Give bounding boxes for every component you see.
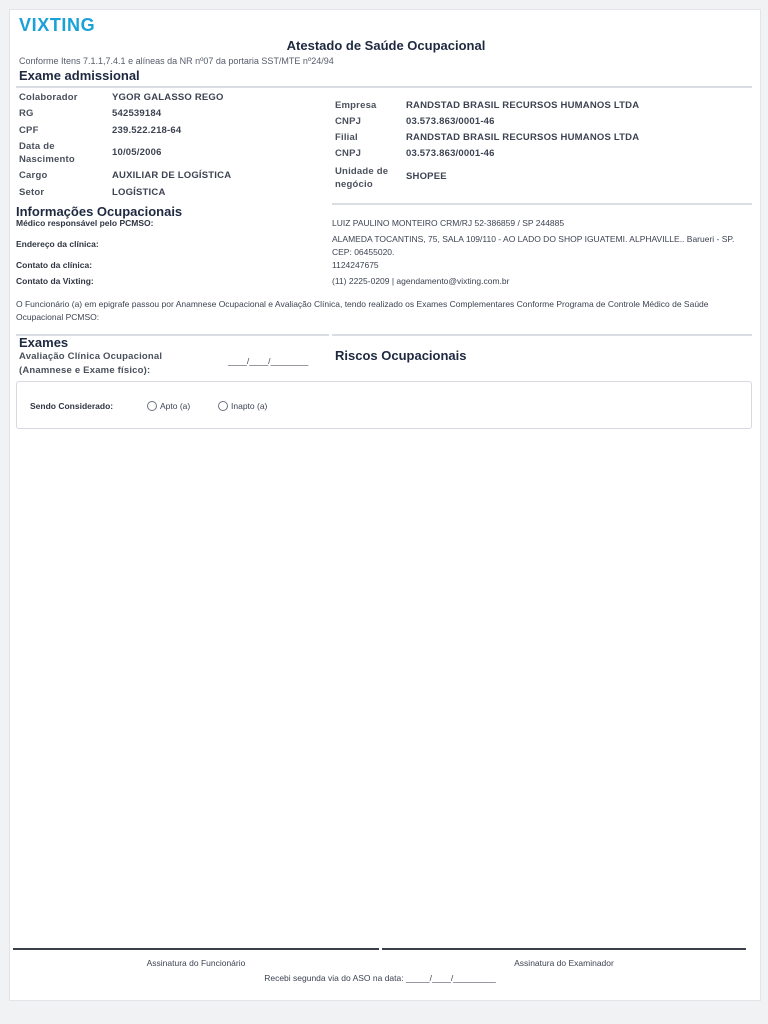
occupational-title: Informações Ocupacionais (16, 204, 183, 219)
unidade-label-line1: Unidade de (335, 166, 389, 177)
exam-type-title: Exame admissional (19, 68, 140, 83)
cnpj-label: CNPJ (335, 116, 362, 127)
document-title: Atestado de Saúde Ocupacional (286, 38, 486, 53)
filial-label: Filial (335, 132, 358, 143)
unidade-label-line2: negócio (335, 179, 373, 190)
rg-value: 542539184 (112, 108, 162, 119)
examiner-signature-label: Assinatura do Examinador (514, 958, 614, 968)
employee-signature-line (13, 948, 379, 950)
setor-label: Setor (19, 187, 45, 198)
vixting-logo: VIXTING (19, 15, 96, 35)
cpf-value: 239.522.218-64 (112, 125, 182, 136)
divider (332, 334, 752, 336)
document-subtitle: Conforme Itens 7.1.1,7.4.1 e alíneas da NR nº07 da portaria SST/MTE nº24/94 (19, 56, 334, 66)
endereco-label: Endereço da clínica: (16, 239, 99, 249)
exams-title: Exames (19, 335, 69, 350)
medico-value: LUIZ PAULINO MONTEIRO CRM/RJ 52-386859 / SP 244885 (332, 218, 565, 228)
apto-label: Apto (a) (160, 401, 191, 411)
contato-clinica-value: 1124247675 (332, 260, 379, 270)
apto-radio[interactable] (147, 401, 157, 411)
contato-vixting-value: (11) 2225-0209 | agendamento@vixting.com.br (332, 276, 510, 286)
nascimento-label-line1: Data de (19, 141, 55, 152)
setor-value: LOGÍSTICA (112, 187, 166, 198)
nascimento-value: 10/05/2006 (112, 147, 162, 158)
receipt-line: Recebi segunda via do ASO na data: _____/____/_________ (264, 973, 496, 983)
contato-clinica-label: Contato da clínica: (16, 260, 93, 270)
endereco-value: ALAMEDA TOCANTINS, 75, SALA 109/110 - AO LADO DO SHOP IGUATEMI. ALPHAVILLE.. Barueri - SP. CEP: 06455020. (332, 234, 735, 257)
inapto-label: Inapto (a) (231, 401, 268, 411)
risks-title: Riscos Ocupacionais (335, 348, 467, 363)
cnpj-value: 03.573.863/0001-46 (406, 116, 495, 127)
verdict-box (16, 381, 752, 429)
apto-option[interactable] (147, 401, 190, 411)
empresa-label: Empresa (335, 100, 377, 111)
exam-item-line2: (Anamnese e Exame físico): (19, 365, 151, 376)
cnpj2-value: 03.573.863/0001-46 (406, 148, 495, 159)
empresa-value: RANDSTAD BRASIL RECURSOS HUMANOS LTDA (406, 100, 640, 111)
inapto-option[interactable] (218, 401, 267, 411)
cnpj2-label: CNPJ (335, 148, 362, 159)
unidade-value: SHOPEE (406, 171, 447, 182)
cargo-value: AUXILIAR DE LOGÍSTICA (112, 170, 232, 181)
colaborador-value: YGOR GALASSO REGO (112, 92, 224, 103)
colaborador-label: Colaborador (19, 92, 78, 103)
divider (332, 203, 752, 205)
rg-label: RG (19, 108, 34, 119)
verdict-label: Sendo Considerado: (30, 401, 114, 411)
exam-item-line1: Avaliação Clínica Ocupacional (19, 351, 163, 362)
filial-value: RANDSTAD BRASIL RECURSOS HUMANOS LTDA (406, 132, 640, 143)
examiner-signature-line (382, 948, 746, 950)
exam-date-blank: ____/____/________ (228, 356, 309, 366)
contato-vixting-label: Contato da Vixting: (16, 276, 94, 286)
divider (16, 86, 752, 88)
cargo-label: Cargo (19, 170, 48, 181)
employee-signature-label: Assinatura do Funcionário (146, 958, 246, 968)
cpf-label: CPF (19, 125, 39, 136)
medico-label: Médico responsável pelo PCMSO: (16, 218, 154, 228)
statement-paragraph: O Funcionário (a) em epigrafe passou por Anamnese Ocupacional e Avaliação Clínica, tendo realizado os Exames Complementares Conforme Programa de Controle Médico de Saúde Ocupacional PCMSO: (16, 299, 709, 322)
aso-document (9, 9, 761, 1001)
inapto-radio[interactable] (218, 401, 228, 411)
nascimento-label-line2: Nascimento (19, 154, 75, 165)
